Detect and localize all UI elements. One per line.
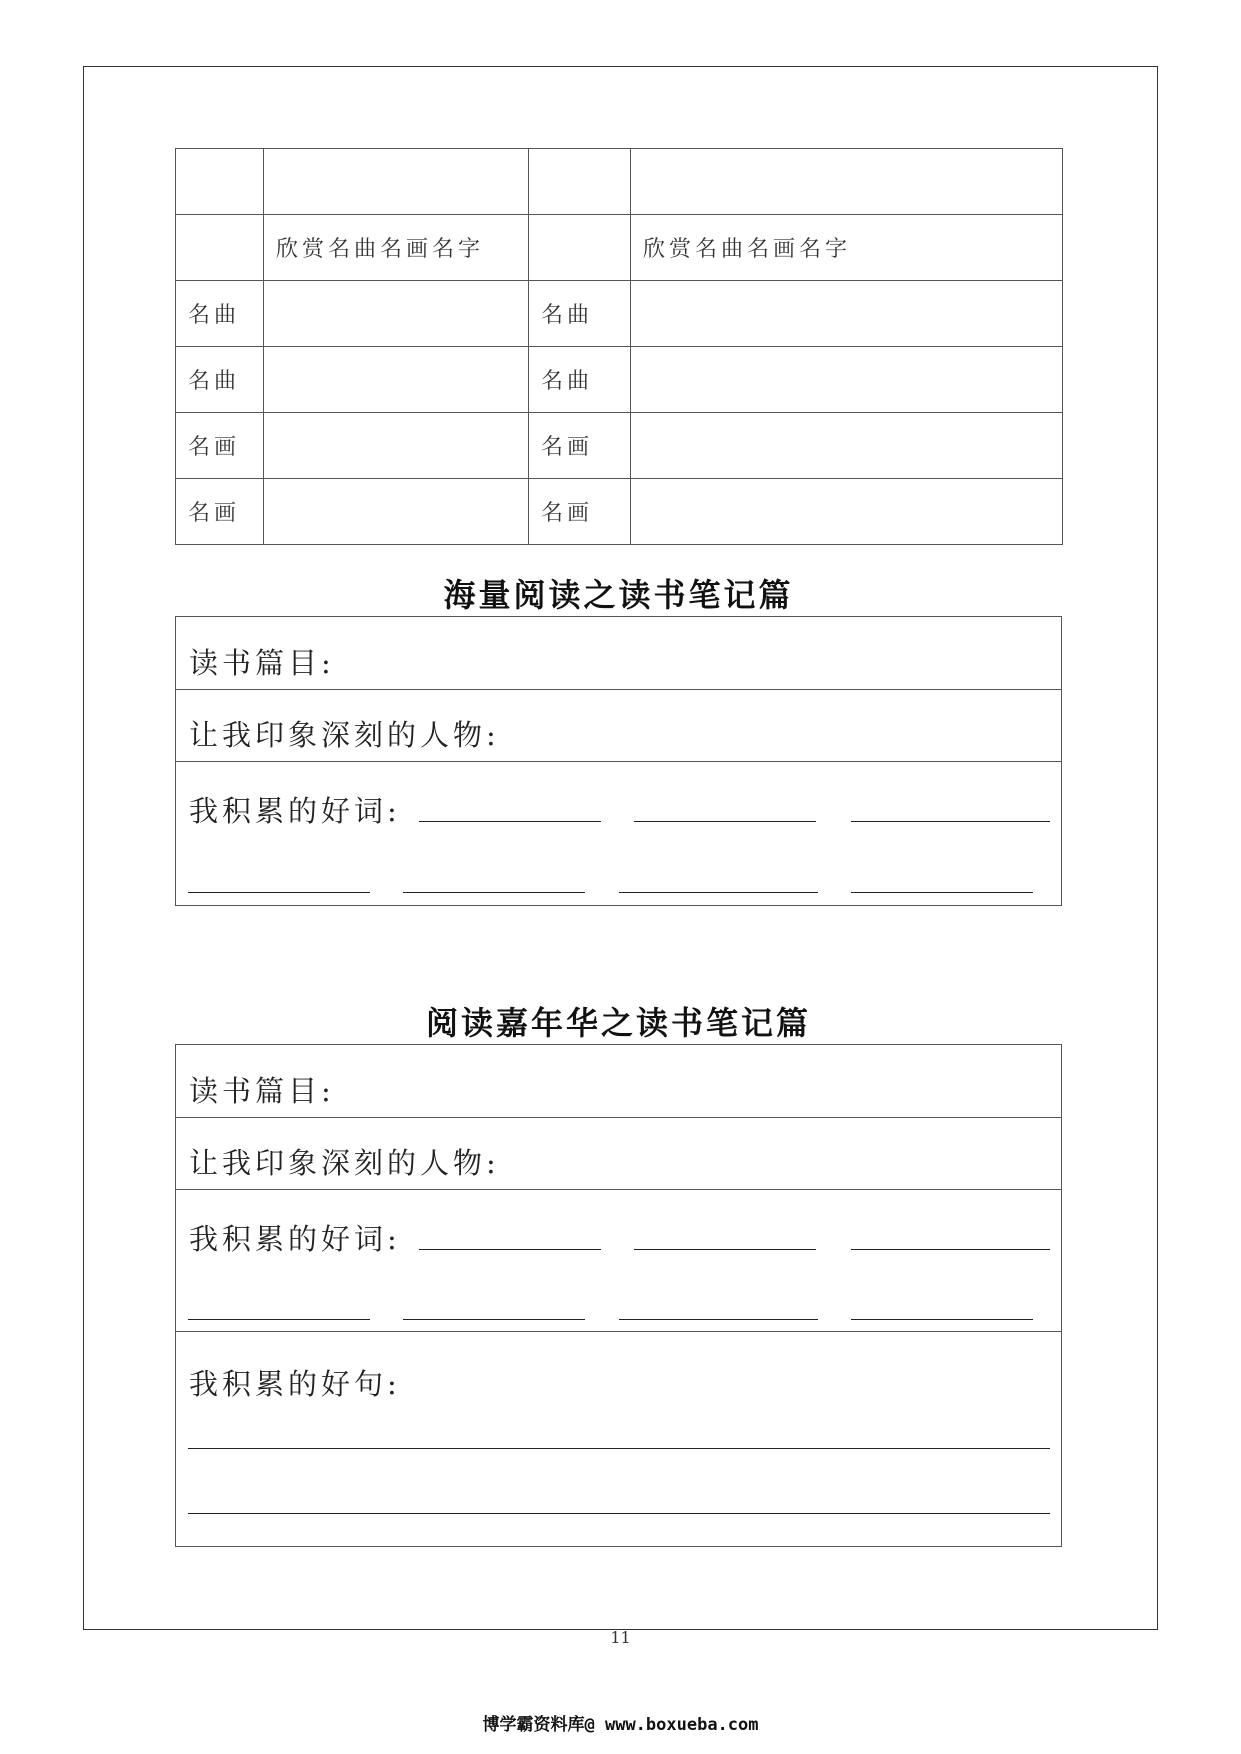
music-painting-table <box>175 148 1063 545</box>
sentence-blank[interactable] <box>188 1513 1050 1514</box>
table-cell <box>176 215 264 281</box>
table-row <box>176 479 1063 545</box>
words-row[interactable] <box>176 1190 1061 1332</box>
book-title-label: 读书篇目: <box>189 646 335 680</box>
table-header-cell: 欣赏名曲名画名字 <box>264 215 529 281</box>
table-cell[interactable] <box>529 149 631 215</box>
answer-blank[interactable] <box>419 1249 601 1250</box>
table-row <box>176 413 1063 479</box>
table-cell[interactable] <box>264 479 529 545</box>
character-row[interactable] <box>176 1118 1061 1190</box>
sentences-label: 我积累的好句: <box>189 1367 401 1401</box>
book-title-label: 读书篇目: <box>189 1074 335 1108</box>
answer-blank[interactable] <box>419 821 601 822</box>
row-label: 名画 <box>529 413 631 479</box>
table-cell[interactable] <box>631 479 1063 545</box>
answer-blank[interactable] <box>851 1319 1033 1320</box>
character-label: 让我印象深刻的人物: <box>189 718 500 752</box>
answer-blank[interactable] <box>619 1319 818 1320</box>
answer-blank[interactable] <box>188 892 370 893</box>
book-title-row[interactable] <box>176 1045 1061 1118</box>
answer-blank[interactable] <box>619 892 818 893</box>
sentences-row[interactable] <box>176 1332 1061 1546</box>
answer-blank[interactable] <box>634 821 816 822</box>
row-label: 名曲 <box>529 347 631 413</box>
row-label: 名曲 <box>529 281 631 347</box>
row-label: 名画 <box>529 479 631 545</box>
row-label: 名曲 <box>176 347 264 413</box>
answer-blank[interactable] <box>188 1319 370 1320</box>
words-label: 我积累的好词: <box>189 794 401 828</box>
answer-blank[interactable] <box>851 821 1050 822</box>
section2-title: 阅读嘉年华之读书笔记篇 <box>425 1004 811 1042</box>
answer-blank[interactable] <box>403 892 585 893</box>
table-row <box>176 215 1063 281</box>
row-label: 名曲 <box>176 281 264 347</box>
section1-box <box>175 616 1062 906</box>
table-header-cell: 欣赏名曲名画名字 <box>631 215 1063 281</box>
words-row[interactable] <box>176 762 1061 905</box>
table-cell[interactable] <box>631 149 1063 215</box>
sentence-blank[interactable] <box>188 1448 1050 1449</box>
table-row <box>176 347 1063 413</box>
character-row[interactable] <box>176 690 1061 762</box>
answer-blank[interactable] <box>851 1249 1050 1250</box>
table-cell[interactable] <box>631 281 1063 347</box>
table-cell[interactable] <box>631 413 1063 479</box>
row-label: 名画 <box>176 413 264 479</box>
page-number: 11 <box>610 1628 631 1647</box>
row-label: 名画 <box>176 479 264 545</box>
table-cell[interactable] <box>631 347 1063 413</box>
answer-blank[interactable] <box>403 1319 585 1320</box>
book-title-row[interactable] <box>176 617 1061 690</box>
table-cell <box>529 215 631 281</box>
table-cell[interactable] <box>176 149 264 215</box>
table-row <box>176 281 1063 347</box>
answer-blank[interactable] <box>634 1249 816 1250</box>
table-cell[interactable] <box>264 149 529 215</box>
section2-box <box>175 1044 1062 1547</box>
character-label: 让我印象深刻的人物: <box>189 1146 500 1180</box>
words-label: 我积累的好词: <box>189 1222 401 1256</box>
table-cell[interactable] <box>264 281 529 347</box>
answer-blank[interactable] <box>851 892 1033 893</box>
table-cell[interactable] <box>264 347 529 413</box>
table-row <box>176 149 1063 215</box>
table-cell[interactable] <box>264 413 529 479</box>
section1-title: 海量阅读之读书笔记篇 <box>443 576 794 614</box>
footer-watermark: 博学霸资料库@ www.boxueba.com <box>482 1715 759 1735</box>
